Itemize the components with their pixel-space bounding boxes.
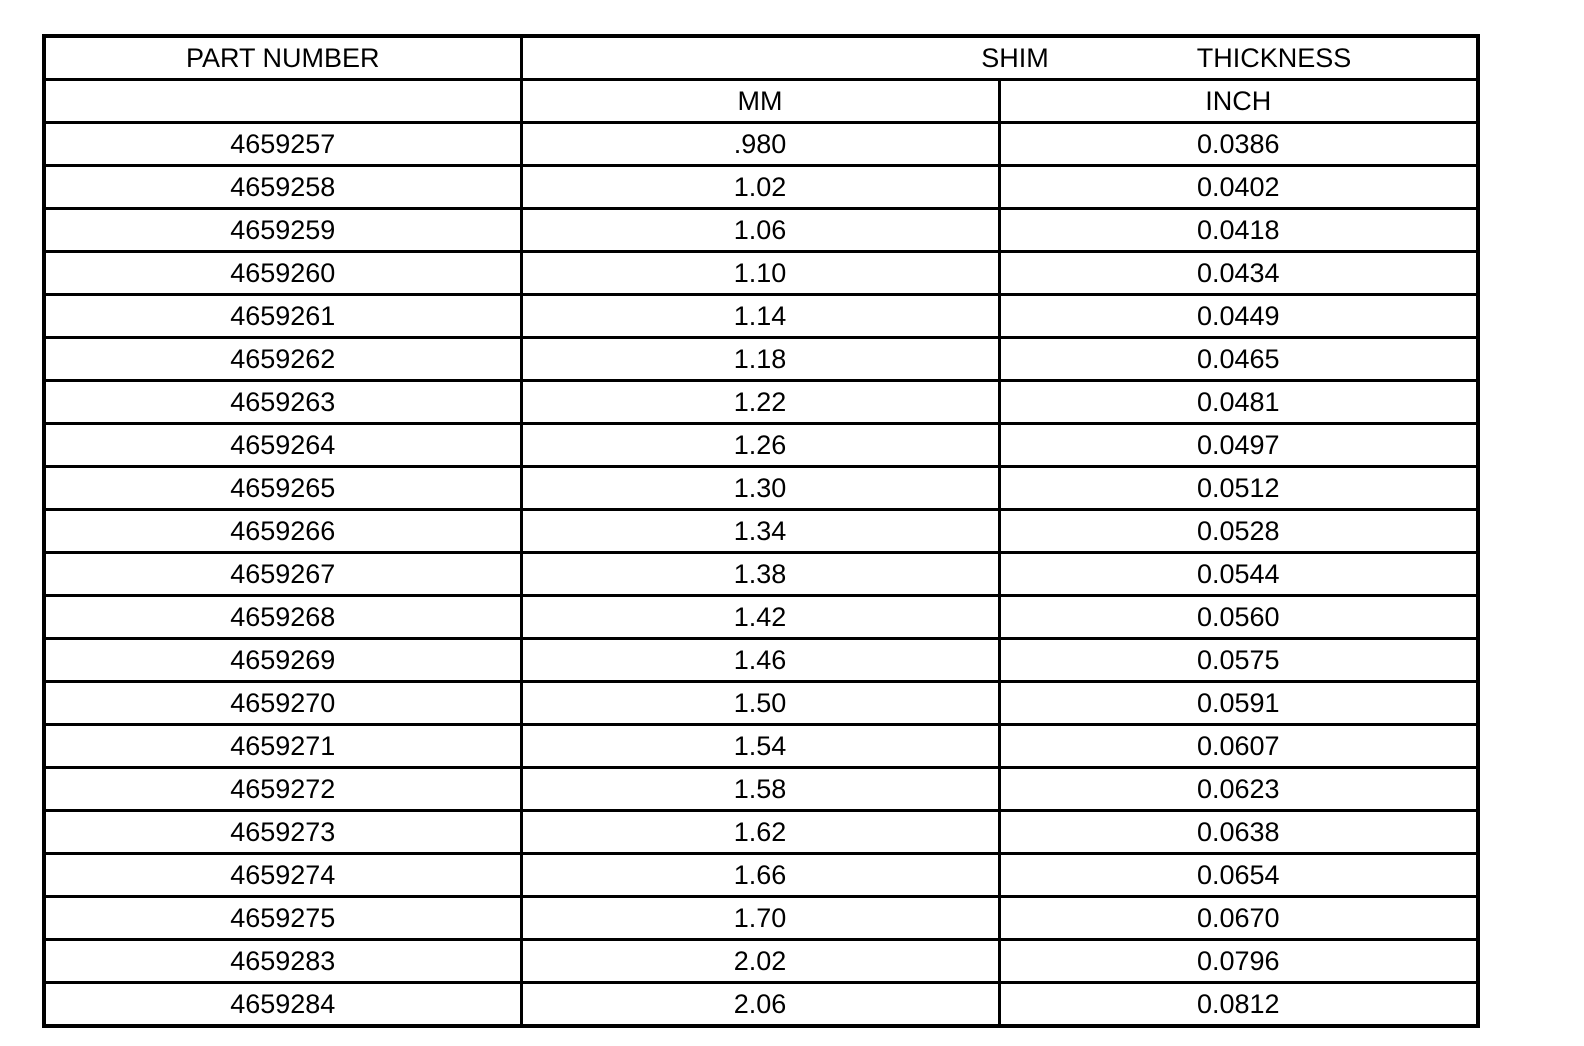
thickness-inch-cell: 0.0591 [999,682,1478,725]
thickness-mm-cell: 1.50 [521,682,999,725]
shim-thickness-table [42,34,1480,1028]
thickness-inch-cell: 0.0638 [999,811,1478,854]
table-row [44,123,1478,166]
thickness-inch-cell: 0.0528 [999,510,1478,553]
header-row [44,36,1478,80]
part-number-cell: 4659274 [44,854,521,897]
table-row [44,725,1478,768]
part-number-cell: 4659260 [44,252,521,295]
part-number-cell: 4659269 [44,639,521,682]
thickness-mm-cell: 1.46 [521,639,999,682]
part-number-cell: 4659259 [44,209,521,252]
thickness-inch-cell: 0.0465 [999,338,1478,381]
thickness-mm-cell: 1.58 [521,768,999,811]
table-row [44,424,1478,467]
table-body [44,36,1478,1026]
part-number-cell: 4659270 [44,682,521,725]
thickness-inch-cell: 0.0812 [999,983,1478,1027]
shim-header-word: SHIM [981,42,1049,73]
part-number-cell: 4659271 [44,725,521,768]
part-number-cell: 4659257 [44,123,521,166]
table-row [44,209,1478,252]
part-number-cell: 4659265 [44,467,521,510]
unit-header-row [44,80,1478,123]
table-row [44,338,1478,381]
mm-column-header: MM [521,80,999,123]
thickness-mm-cell: 1.18 [521,338,999,381]
table-row [44,596,1478,639]
table-row [44,295,1478,338]
thickness-inch-cell: 0.0575 [999,639,1478,682]
thickness-inch-cell: 0.0623 [999,768,1478,811]
part-number-cell: 4659264 [44,424,521,467]
inch-column-header: INCH [999,80,1478,123]
table-row [44,983,1478,1027]
part-number-cell: 4659273 [44,811,521,854]
table-row [44,166,1478,209]
table-row [44,467,1478,510]
thickness-inch-cell: 0.0497 [999,424,1478,467]
table-row [44,510,1478,553]
thickness-inch-cell: 0.0544 [999,553,1478,596]
thickness-inch-cell: 0.0402 [999,166,1478,209]
part-number-cell: 4659262 [44,338,521,381]
thickness-mm-cell: 2.06 [521,983,999,1027]
table-row [44,940,1478,983]
thickness-inch-cell: 0.0654 [999,854,1478,897]
thickness-header-word: THICKNESS [1196,42,1352,73]
thickness-mm-cell: 1.70 [521,897,999,940]
thickness-inch-cell: 0.0434 [999,252,1478,295]
part-number-cell: 4659283 [44,940,521,983]
thickness-inch-cell: 0.0481 [999,381,1478,424]
thickness-inch-cell: 0.0607 [999,725,1478,768]
thickness-mm-cell: 1.02 [521,166,999,209]
part-number-cell: 4659267 [44,553,521,596]
thickness-inch-cell: 0.0386 [999,123,1478,166]
part-number-cell: 4659268 [44,596,521,639]
part-number-subheader-empty [44,80,521,123]
table-row [44,553,1478,596]
thickness-mm-cell: 1.06 [521,209,999,252]
thickness-inch-cell: 0.0670 [999,897,1478,940]
table-row [44,768,1478,811]
part-number-cell: 4659275 [44,897,521,940]
part-number-cell: 4659272 [44,768,521,811]
part-number-cell: 4659258 [44,166,521,209]
table-row [44,854,1478,897]
part-number-cell: 4659263 [44,381,521,424]
part-number-cell: 4659261 [44,295,521,338]
table-row [44,381,1478,424]
thickness-inch-cell: 0.0512 [999,467,1478,510]
thickness-mm-cell: 1.30 [521,467,999,510]
thickness-inch-cell: 0.0449 [999,295,1478,338]
thickness-inch-cell: 0.0560 [999,596,1478,639]
thickness-mm-cell: 1.10 [521,252,999,295]
table-row [44,639,1478,682]
table-row [44,252,1478,295]
thickness-mm-cell: 1.62 [521,811,999,854]
thickness-mm-cell: 1.34 [521,510,999,553]
part-number-cell: 4659284 [44,983,521,1027]
thickness-mm-cell: .980 [521,123,999,166]
table-row [44,682,1478,725]
part-number-header: PART NUMBER [44,36,521,80]
thickness-mm-cell: 1.42 [521,596,999,639]
thickness-inch-cell: 0.0418 [999,209,1478,252]
thickness-mm-cell: 1.22 [521,381,999,424]
thickness-mm-cell: 1.26 [521,424,999,467]
thickness-mm-cell: 1.54 [521,725,999,768]
thickness-inch-cell: 0.0796 [999,940,1478,983]
table-row [44,897,1478,940]
table-row [44,811,1478,854]
thickness-mm-cell: 1.66 [521,854,999,897]
thickness-mm-cell: 2.02 [521,940,999,983]
part-number-cell: 4659266 [44,510,521,553]
shim-thickness-header [521,36,1478,80]
thickness-mm-cell: 1.38 [521,553,999,596]
thickness-mm-cell: 1.14 [521,295,999,338]
